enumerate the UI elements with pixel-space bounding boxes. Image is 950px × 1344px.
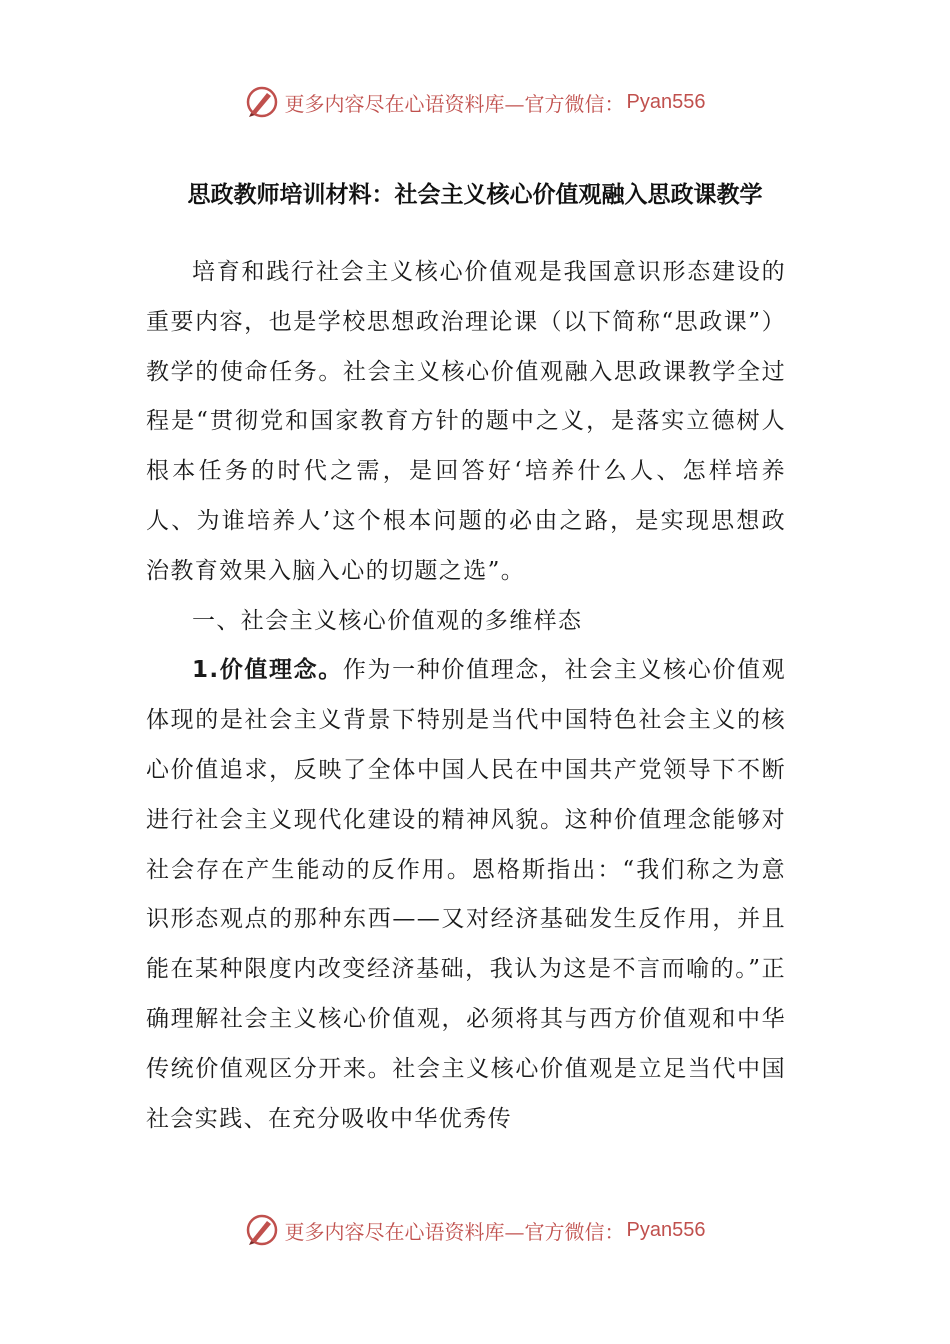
section-heading: 一、社会主义核心价值观的多维样态 bbox=[192, 607, 583, 634]
pen-circle-logo-icon bbox=[245, 1213, 279, 1247]
paragraph-intro: 培育和践行社会主义核心价值观是我国意识形态建设的重要内容，也是学校思想政治理论课（以下简称“思政课”）教学的使命任务。社会主义核心价值观融入思政课教学全过程是“贯彻党和国家教育方针的题中之义，是落实立德树人根本任务的时代之需，是回答好‘培养什么人、怎样培养人、为谁培养人’这个根本问题的必由之路，是实现思想政治教育效果入脑入心的切题之选”。 bbox=[146, 259, 786, 584]
header-watermark-banner bbox=[0, 82, 950, 122]
document-title: 思政教师培训材料：社会主义核心价值观融入思政课教学 bbox=[187, 182, 763, 208]
footer-watermark-banner bbox=[0, 1210, 950, 1250]
pen-circle-logo-icon bbox=[245, 85, 279, 119]
document-body bbox=[146, 248, 786, 1144]
banner-wechat-id: Pyan556 bbox=[626, 1218, 706, 1241]
subheading-value-concept: 1.价值理念。 bbox=[192, 657, 343, 684]
paragraph-value-concept bbox=[146, 646, 786, 1144]
banner-wechat-id: Pyan556 bbox=[626, 90, 706, 113]
banner-text: 更多内容尽在心语资料库—官方微信： bbox=[284, 1219, 625, 1244]
banner-text: 更多内容尽在心语资料库—官方微信： bbox=[284, 91, 625, 116]
paragraph-value-concept-text: 作为一种价值理念，社会主义核心价值观体现的是社会主义背景下特别是当代中国特色社会主义的核心价值追求，反映了全体中国人民在中国共产党领导下不断进行社会主义现代化建设的精神风貌。这种价值理念能够对社会存在产生能动的反作用。恩格斯指出：“我们称之为意识形态观点的那种东西——又对经济基础发生反作用，并且能在某种限度内改变经济基础，我认为这是不言而喻的。”正确理解社会主义核心价值观，必须将其与西方价值观和中华传统价值观区分开来。社会主义核心价值观是立足当代中国社会实践、在充分吸收中华优秀传 bbox=[146, 657, 787, 1132]
